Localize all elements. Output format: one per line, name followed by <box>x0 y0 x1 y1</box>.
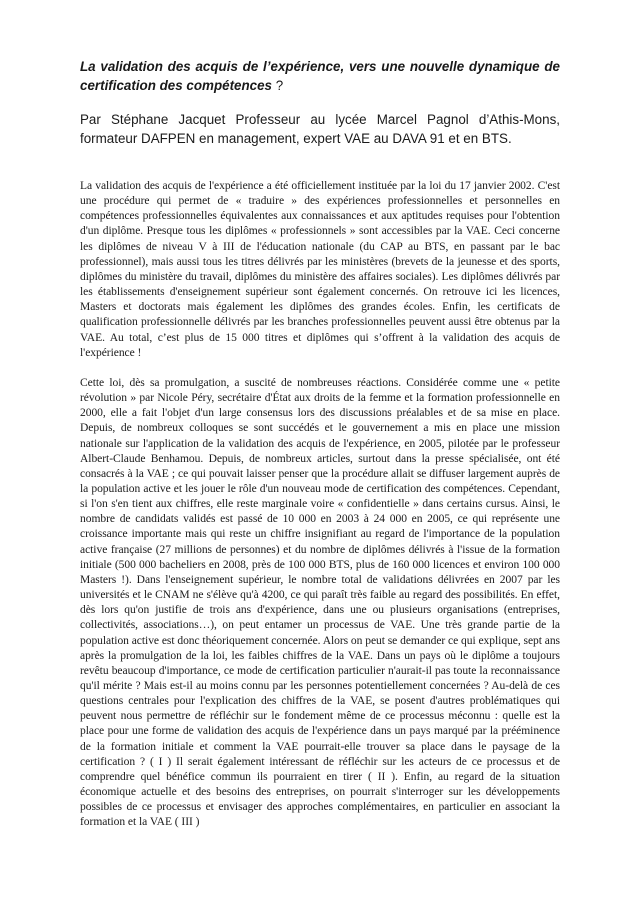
document-title-suffix: ? <box>272 77 284 93</box>
author-line: Par Stéphane Jacquet Professeur au lycée Marcel Pagnol d’Athis-Mons, formateur DAFPEN en management, expert VAE au DAVA 91 et en BTS. <box>80 112 560 146</box>
document-title-text: La validation des acquis de l’expérience, vers une nouvelle dynamique de certification des compétences <box>80 59 560 93</box>
document-title <box>80 58 560 95</box>
paragraph-analysis: Cette loi, dès sa promulgation, a suscité de nombreuses réactions. Considérée comme une « petite révolution » par Nicole Péry, secrétaire d'État aux droits de la femme et la formation professionnelle en 2000, elle a fait l'objet d'un large consensus lors des discussions préalables et de sa mise en place. Depuis, de nombreux colloques se sont succédés et le gouvernement a mis en place une mission nationale sur l'application de la validation des acquis de l'expérience, en 2005, pilotée par le professeur Albert-Claude Benhamou. Depuis, de nombreux articles, surtout dans la presse spécialisée, ont été consacrés à la VAE ; ce qui pouvait laisser penser que la procédure allait se diffuser largement auprès de la population active et les jouer le rôle d'un nouveau mode de certification des compétences. Cependant, si l'on s'en tient aux chiffres, elle reste marginale voire « confidentielle » dans certains cursus. Ainsi, le nombre de candidats validés est passé de 10 000 en 2003 à 24 000 en 2005, ce qui représente une croissance importante mais qui reste un chiffre insignifiant au regard de l'importance de la population active française (27 millions de personnes) et du nombre de diplômes délivrés à l'issue de la formation initiale (500 000 bacheliers en 2008, près de 100 000 BTS, plus de 160 000 licences et environ 100 000 Masters !). Dans l'enseignement supérieur, le nombre total de validations délivrées en 2007 par les universités et le CNAM ne s'élève qu'à 4200, ce qui paraît très faible au regard des possibilités. En effet, dès lors qu'on justifie de trois ans d'expérience, dans une ou plusieurs organisations (entreprises, collectivités, associations…), on peut entamer un processus de VAE. Une très grande partie de la population active est donc théoriquement concernée. Alors on peut se demander ce qui explique, sept ans après la promulgation de la loi, les faibles chiffres de la VAE. Dans un pays où le diplôme a toujours revêtu beaucoup d'importance, ce mode de certification particulier n'aurait-il pas toute la reconnaissance qu'il mérite ? Mais est-il au moins connu par les personnes potentiellement concernées ? Au-delà de ces questions centrales pour l'explication des chiffres de la VAE, se posent d'autres problématiques qui peuvent nous permettre de réfléchir sur le fondement même de ce processus méconnu : quelle est la place pour une forme de validation des acquis de l'expérience dans un pays marqué par la prééminence de la formation initiale et comment la VAE pourrait-elle trouver sa place dans le paysage de la certification ? ( I ) Il serait également intéressant de réfléchir sur les acteurs de ce processus et de comprendre quel bénéfice commun ils pourraient en tirer ( II ). Enfin, au regard de la situation économique actuelle et des besoins des entreprises, on pourrait s'interroger sur les développements possibles de ce processus et envisager des approches complémentaires, en particulier en associant la formation et la VAE ( III ) <box>80 376 560 829</box>
paragraph-intro: La validation des acquis de l'expérience a été officiellement instituée par la loi du 17 janvier 2002. C'est une procédure qui permet de « traduire » des expériences professionnelles et personnelles en compétences professionnelles équivalentes aux connaissances et aux aptitudes requises pour l'obtention d'un diplôme. Presque tous les diplômes « professionnels » sont accessibles par la VAE. Ceci concerne les diplômes de niveau V à III de l'éducation nationale (du CAP au BTS, en passant par le bac professionnel), mais aussi tous les titres délivrés par les ministères (brevets de la jeunesse et des sports, diplômes du ministère du travail, diplômes du ministère des affaires sociales). Les diplômes délivrés par les établissements d'enseignement supérieur sont également concernés. On retrouve ici les licences, Masters et doctorats mais également les diplômes des grandes écoles. Enfin, les certificats de qualification professionnelle délivrés par les branches professionnelles peuvent aussi être obtenus par la VAE. Au total, c’est plus de 15 000 titres et diplômes qui s’offrent à la validation des acquis de l'expérience ! <box>80 180 560 359</box>
document-page <box>80 58 560 831</box>
